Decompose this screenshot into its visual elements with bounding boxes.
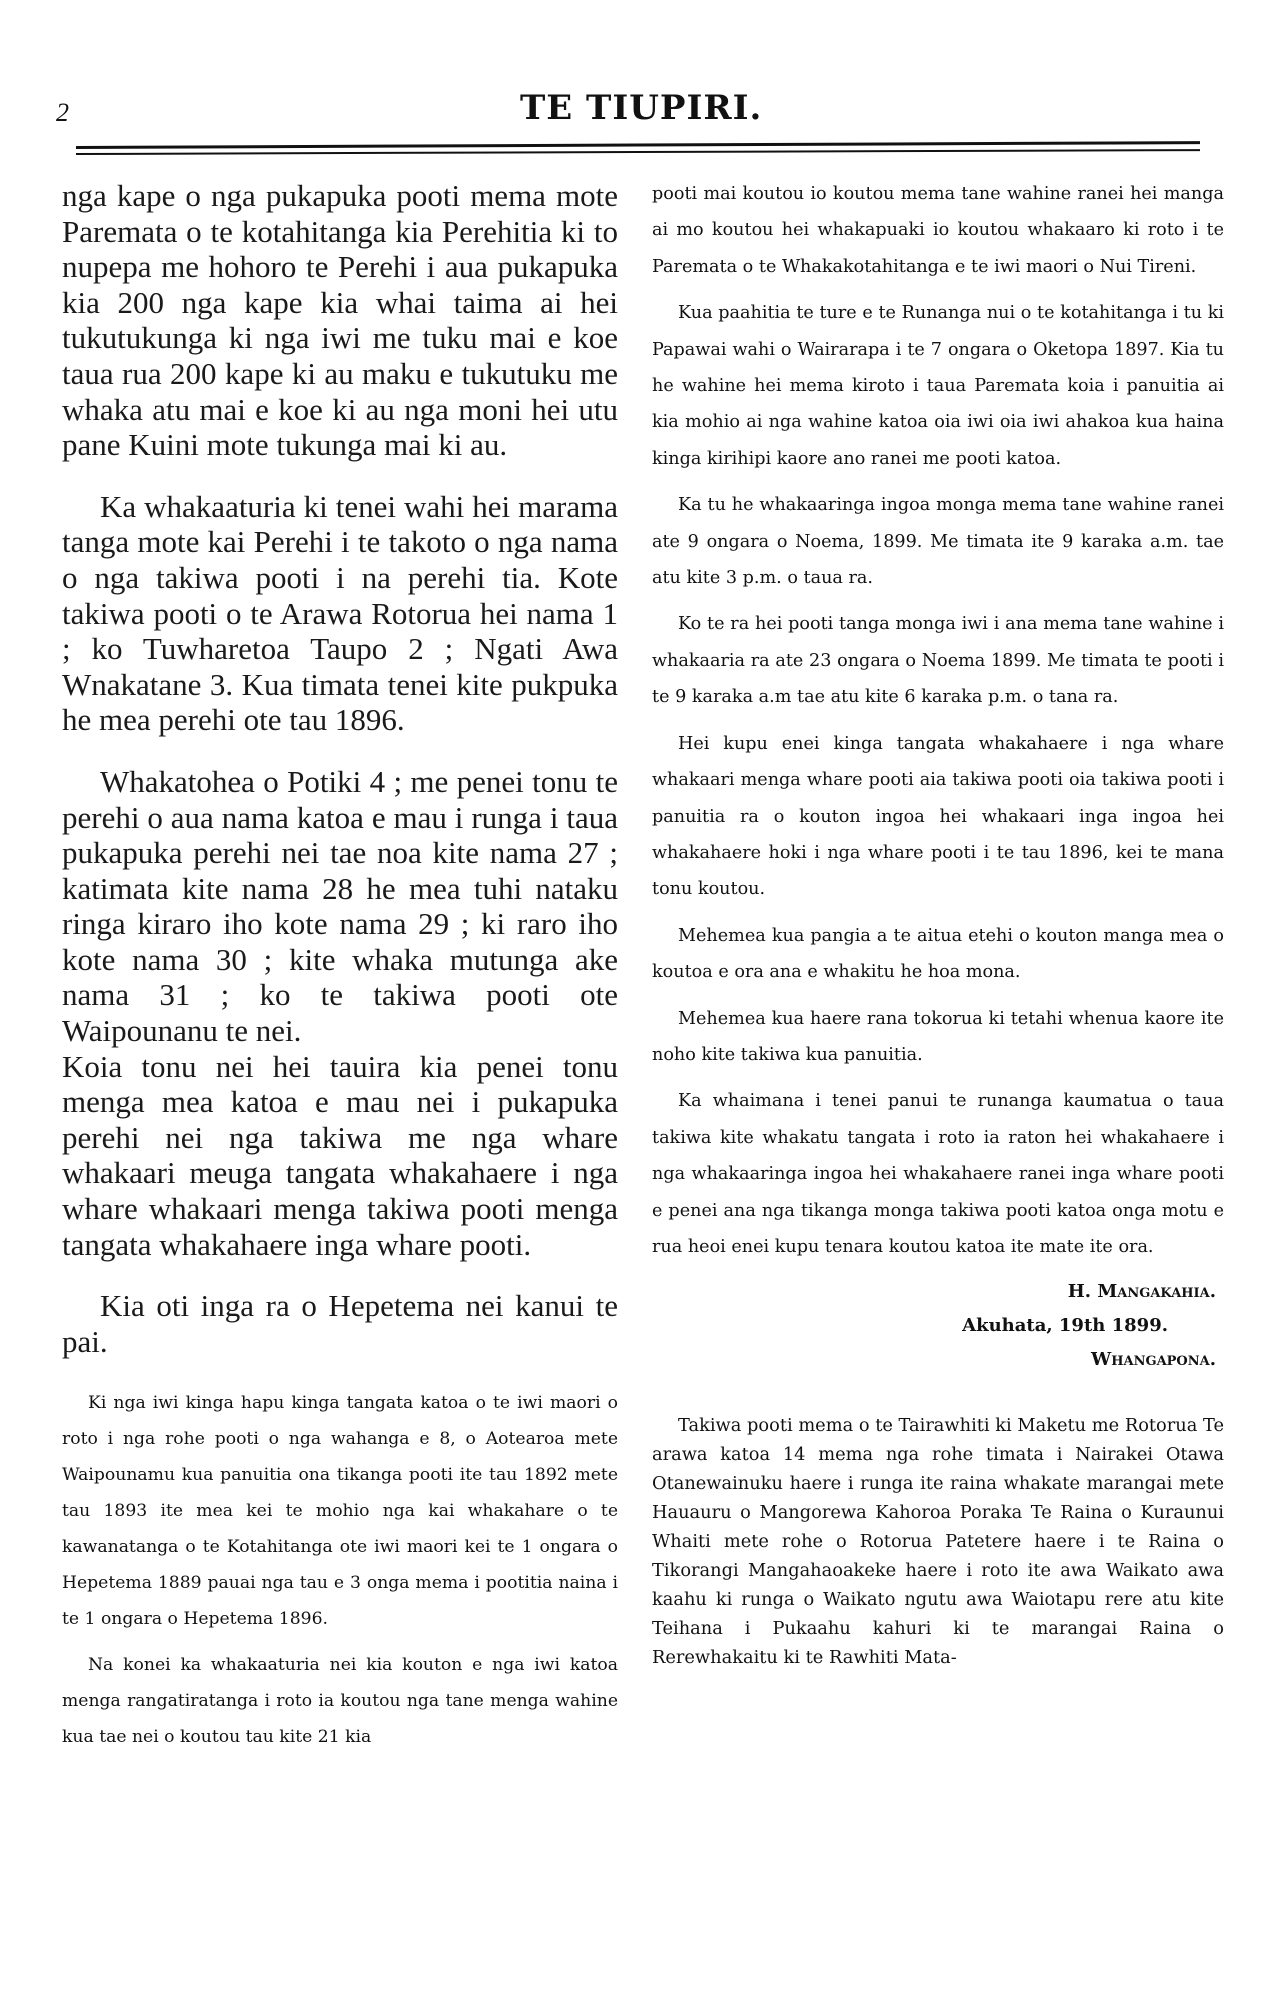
signature-name: H. Mangakahia. <box>1067 1281 1216 1303</box>
notice-paragraph: Ko te ra hei pooti tanga monga iwi i ana mema tane wahine i whakaaria ra ate 23 ongara o Noema 1899. Me timata te pooti i te 9 karaka a.m tae atu kite 6 karaka p.m. o tana ra. <box>652 614 1224 708</box>
right-column <box>652 176 1224 1672</box>
left-article <box>62 178 618 1359</box>
left-column <box>62 178 618 1765</box>
page-number: 2 <box>56 98 69 127</box>
article-paragraph: Koia tonu nei hei tauira kia penei tonu menga mea katoa e mau nei i pukapuka perehi nei nga takiwa me nga whare whakaari meuga tangata whakahaere i nga whare whakaari menga takiwa pooti menga tangata whakahaere inga whare pooti. <box>62 1048 618 1262</box>
left-notice <box>62 1385 618 1755</box>
notice-paragraph: Hei kupu enei kinga tangata whakahaere i nga whare whakaari menga whare pooti aia takiwa pooti oia takiwa pooti i panuitia ra o kouton ingoa hei whakaari inga ingoa hei whakahaere hoki i nga whare pooti i te tau 1896, kei te mana tonu koutou. <box>652 733 1224 900</box>
article-paragraph: Kia oti inga ra o Hepetema nei kanui te pai. <box>62 1288 618 1359</box>
district-notice <box>652 1411 1224 1672</box>
header-rule-bottom <box>76 149 1200 155</box>
notice-paragraph: pooti mai koutou io koutou mema tane wahine ranei hei manga ai mo koutou hei whakapuaki io koutou whakaaro ki roto i te Paremata o te Whakakotahitanga e te iwi maori o Nui Tireni. <box>652 184 1224 277</box>
article-paragraph: nga kape o nga pukapuka pooti mema mote Paremata o te kotahitanga kia Perehitia ki to nupepa me hohoro te Perehi i aua pukapuka kia 200 nga kape kia whai taima ai hei tukutukunga ki nga iwi me tuku mai e koe taua rua 200 kape ki au maku e tukutuku me whaka atu mai e koe ki au nga moni hei utu pane Kuini mote tukunga mai ki au. <box>62 178 618 463</box>
header-rule-top <box>76 141 1200 149</box>
article-paragraph: Ka whakaaturia ki tenei wahi hei marama tanga mote kai Perehi i te takoto o nga nama o nga takiwa pooti i na perehi tia. Kote takiwa pooti o te Arawa Rotorua hei nama 1 ; ko Tuwharetoa Taupo 2 ; Ngati Awa Wnakatane 3. Kua timata tenei kite pukpuka he mea perehi ote tau 1896. <box>62 488 618 738</box>
notice-paragraph: Ki nga iwi kinga hapu kinga tangata katoa o te iwi maori o roto i nga rohe pooti o nga wahanga e 8, o Aotearoa mete Waipounamu kua panuitia ona tikanga pooti ite tau 1892 mete tau 1893 ite mea kei te mohio nga kai whakahare o te kawanatanga o te Kotahitanga ote iwi maori kei te 1 ongara o Hepetema 1889 pauai nga tau e 3 onga mema i pootitia naina i te 1 ongara o Hepetema 1896. <box>62 1393 618 1630</box>
district-paragraph: Takiwa pooti mema o te Tairawhiti ki Maketu me Rotorua Te arawa katoa 14 mema nga rohe timata i Nairakei Otawa Otanewainuku haere i runga ite raina whakate marangai mete Hauauru o Mangorewa Kahoroa Poraka Te Raina o Kuraunui Whaiti mete rohe o Rotorua Patetere haere i te Raina o Tikorangi Mangahaoakeke haere i roto ite awa Waikato awa kaahu ki runga o Waikato ngutu awa Waiotapu rere atu kite Teihana i Pukaahu kahuri ki te marangai Raina o Rerewhakaitu ki te Rawhiti Mata- <box>652 1415 1224 1669</box>
right-notice <box>652 176 1224 1265</box>
signature-block <box>652 1275 1224 1377</box>
notice-paragraph: Mehemea kua haere rana tokorua ki tetahi whenua kaore ite noho kite takiwa kua panuitia. <box>652 1008 1224 1065</box>
notice-paragraph: Kua paahitia te ture e te Runanga nui o te kotahitanga i tu ki Papawai wahi o Wairarapa i te 7 ongara o Oketopa 1897. Kia tu he wahine hei mema kiroto i taua Paremata koia i panuitia ai kia mohio ai nga wahine katoa oia iwi oia iwi ahakoa kua haina kinga kirihipi kaore ano ranei me pooti katoa. <box>652 303 1224 469</box>
notice-paragraph: Mehemea kua pangia a te aitua etehi o kouton manga mea o koutoa e ora ana e whakitu he hoa mona. <box>652 925 1224 983</box>
masthead-title: TE TIUPIRI. <box>520 88 763 128</box>
signature-place: Whangapona. <box>1091 1349 1216 1371</box>
signature-date: Akuhata, 19th 1899. <box>962 1315 1168 1337</box>
notice-paragraph: Na konei ka whakaaturia nei kia kouton e nga iwi katoa menga rangatiratanga i roto ia koutou nga tane menga wahine kua tae nei o koutou tau kite 21 kia <box>62 1655 618 1748</box>
notice-paragraph: Ka tu he whakaaringa ingoa monga mema tane wahine ranei ate 9 ongara o Noema, 1899. Me timata ite 9 karaka a.m. tae atu kite 3 p.m. o taua ra. <box>652 495 1224 589</box>
article-paragraph: Whakatohea o Potiki 4 ; me penei tonu te perehi o aua nama katoa e mau i runga i taua pukapuka perehi nei tae noa kite nama 27 ; katimata kite nama 28 he mea tuhi nataku ringa kiraro iho kote nama 29 ; ki raro iho kote nama 30 ; kite whaka mutunga ake nama 31 ; ko te takiwa pooti ote Waipounanu te nei. <box>62 763 618 1049</box>
notice-paragraph: Ka whaimana i tenei panui te runanga kaumatua o taua takiwa kite whakatu tangata i roto ia raton hei whakahaere i nga whakaaringa ingoa hei whakahaere ranei inga whare pooti e penei ana nga tikanga monga takiwa pooti katoa onga motu e rua heoi enei kupu tenara koutou katoa ite mate ite ora. <box>652 1091 1224 1257</box>
